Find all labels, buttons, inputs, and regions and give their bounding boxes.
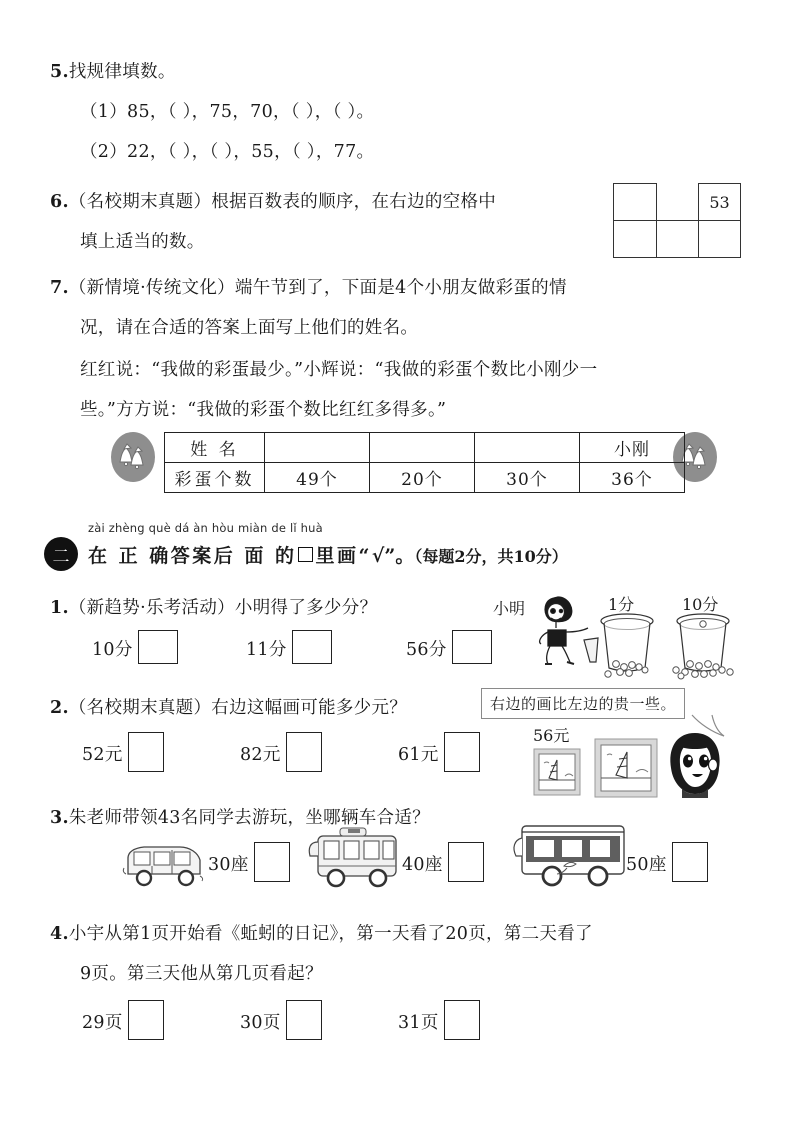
question-7-line-3: 红红说：“我做的彩蛋最少。”小辉说：“我做的彩蛋个数比小刚少一 xyxy=(80,360,598,380)
choice-3-text: 朱老师带领43名同学去游玩，坐哪辆车合适？ xyxy=(68,808,430,828)
choice-1-option-1-label: 10分 xyxy=(92,640,133,660)
count-cell-1: 49个 xyxy=(265,463,370,493)
choice-2-option-3[interactable] xyxy=(398,732,480,775)
grid-cell-r0c0[interactable] xyxy=(613,183,657,221)
name-cell-4: 小刚 xyxy=(580,433,685,463)
count-cell-4: 36个 xyxy=(580,463,685,493)
name-cell-1[interactable] xyxy=(265,433,370,463)
choice-1-prompt xyxy=(50,588,377,628)
section-2-title-after: 里画“ xyxy=(315,545,372,567)
choice-4-number: 4. xyxy=(50,924,69,944)
choice-1-text: （新趋势·乐考活动）小明得了多少分？ xyxy=(68,598,378,618)
bells-icon-left xyxy=(111,432,155,482)
question-6-text-1: （名校期末真题）根据百数表的顺序，在右边的空格中 xyxy=(68,192,497,212)
question-7-line-1 xyxy=(50,268,567,308)
choice-1-option-2-label: 11分 xyxy=(246,640,287,660)
question-5-item-2[interactable]: （2）22，（ ），（ ），55，（ ），77。 xyxy=(80,142,375,162)
question-5-item-1[interactable]: （1）85，（ ），75，70，（ ），（ ）。 xyxy=(80,102,375,122)
jar-1-label: 1分 xyxy=(608,595,635,614)
question-6-number: 6. xyxy=(50,192,69,212)
section-2-title-before: 在 正 确答案后 面 的 xyxy=(88,545,297,567)
checkbox-glyph-icon xyxy=(298,547,313,562)
count-cell-2: 20个 xyxy=(370,463,475,493)
choice-3-option-1-box[interactable] xyxy=(254,842,290,882)
section-2-score-note: （每题2分，共10分） xyxy=(414,547,568,566)
painting-small-icon xyxy=(533,748,581,796)
jar-2-label: 10分 xyxy=(682,595,719,614)
question-5-text: 找规律填数。 xyxy=(68,62,176,82)
choice-3-option-2-box[interactable] xyxy=(448,842,484,882)
choice-4-option-2-label: 30页 xyxy=(240,1013,281,1033)
choice-3-option-3[interactable] xyxy=(626,842,708,885)
choice-2-option-1-label: 52元 xyxy=(82,745,123,765)
coach-icon xyxy=(512,818,630,892)
choice-2-option-2[interactable] xyxy=(240,732,322,775)
choice-1-option-3[interactable] xyxy=(406,630,492,670)
question-6-line-1 xyxy=(50,182,496,222)
choice-3-option-3-box[interactable] xyxy=(672,842,708,882)
bus-icon xyxy=(304,822,406,892)
choice-4-option-3[interactable] xyxy=(398,1000,480,1043)
grid-cell-r1c2[interactable] xyxy=(698,220,741,258)
count-cell-3: 30个 xyxy=(475,463,580,493)
section-2-title xyxy=(88,541,568,568)
choice-4-line-2: 9页。第三天他从第几页看起？ xyxy=(80,964,323,984)
check-mark-glyph: √ xyxy=(371,545,385,567)
name-cell-3[interactable] xyxy=(475,433,580,463)
choice-3-option-1-label: 30座 xyxy=(208,855,249,875)
choice-2-option-2-box[interactable] xyxy=(286,732,322,772)
jar-1-icon xyxy=(596,612,658,682)
choice-4-option-3-label: 31页 xyxy=(398,1013,439,1033)
section-2-marker: 二 xyxy=(44,537,78,571)
choice-1-option-2-box[interactable] xyxy=(292,630,332,664)
choice-3-option-2-label: 40座 xyxy=(402,855,443,875)
question-7-line-2: 况，请在合适的答案上面写上他们的姓名。 xyxy=(80,318,419,338)
choice-1-option-2[interactable] xyxy=(246,630,332,670)
choice-1-option-3-label: 56分 xyxy=(406,640,447,660)
girl-figure-icon xyxy=(662,730,728,798)
colored-eggs-table xyxy=(164,432,685,493)
question-7-number: 7. xyxy=(50,278,69,298)
choice-4-text-1: 小宇从第1页开始看《蚯蚓的日记》，第一天看了20页，第二天看了 xyxy=(68,924,593,944)
painting-large-icon xyxy=(594,738,658,798)
choice-4-option-2[interactable] xyxy=(240,1000,322,1043)
choice-2-text: （名校期末真题）右边这幅画可能多少元？ xyxy=(68,698,408,718)
choice-2-option-3-label: 61元 xyxy=(398,745,439,765)
row-header-count: 彩蛋个数 xyxy=(165,463,265,493)
section-2-title-end: ”。 xyxy=(384,545,415,567)
speech-bubble-hint: 右边的画比左边的贵一些。 xyxy=(481,688,685,719)
choice-2-option-1-box[interactable] xyxy=(128,732,164,772)
hundred-table-grid xyxy=(613,183,741,259)
grid-cell-r1c0[interactable] xyxy=(613,220,657,258)
question-6-line-2: 填上适当的数。 xyxy=(80,232,205,252)
choice-2-option-1[interactable] xyxy=(82,732,164,775)
minivan-icon xyxy=(122,840,206,892)
choice-3-option-1[interactable] xyxy=(208,842,290,885)
choice-4-option-3-box[interactable] xyxy=(444,1000,480,1040)
choice-2-prompt xyxy=(50,688,407,728)
choice-3-number: 3. xyxy=(50,808,69,828)
choice-2-option-2-label: 82元 xyxy=(240,745,281,765)
grid-cell-r0c2: 53 xyxy=(698,183,741,221)
choice-1-option-3-box[interactable] xyxy=(452,630,492,664)
choice-1-number: 1. xyxy=(50,598,69,618)
boy-name-label: 小明 xyxy=(493,599,526,618)
choice-1-option-1[interactable] xyxy=(92,630,178,670)
name-cell-2[interactable] xyxy=(370,433,475,463)
choice-1-option-1-box[interactable] xyxy=(138,630,178,664)
left-picture-price-label: 56元 xyxy=(533,726,570,745)
choice-2-number: 2. xyxy=(50,698,69,718)
table-row-counts xyxy=(165,463,685,493)
question-7-line-4: 些。”方方说：“我做的彩蛋个数比红红多得多。” xyxy=(80,400,447,420)
choice-4-option-1[interactable] xyxy=(82,1000,164,1043)
choice-2-option-3-box[interactable] xyxy=(444,732,480,772)
choice-4-option-1-box[interactable] xyxy=(128,1000,164,1040)
question-5-number: 5. xyxy=(50,62,69,82)
choice-4-option-1-label: 29页 xyxy=(82,1013,123,1033)
choice-3-option-3-label: 50座 xyxy=(626,855,667,875)
table-row-names xyxy=(165,433,685,463)
question-5-prompt xyxy=(50,52,176,92)
jar-2-icon xyxy=(668,612,740,682)
choice-4-line-1 xyxy=(50,914,593,954)
grid-cell-r1c1[interactable] xyxy=(656,220,699,258)
question-7-text-1: （新情境·传统文化）端午节到了，下面是4个小朋友做彩蛋的情 xyxy=(68,278,567,298)
row-header-name: 姓 名 xyxy=(165,433,265,463)
section-2-pinyin: zài zhèng què dá àn hòu miàn de lǐ huà xyxy=(88,521,323,535)
choice-4-option-2-box[interactable] xyxy=(286,1000,322,1040)
choice-3-option-2[interactable] xyxy=(402,842,484,885)
